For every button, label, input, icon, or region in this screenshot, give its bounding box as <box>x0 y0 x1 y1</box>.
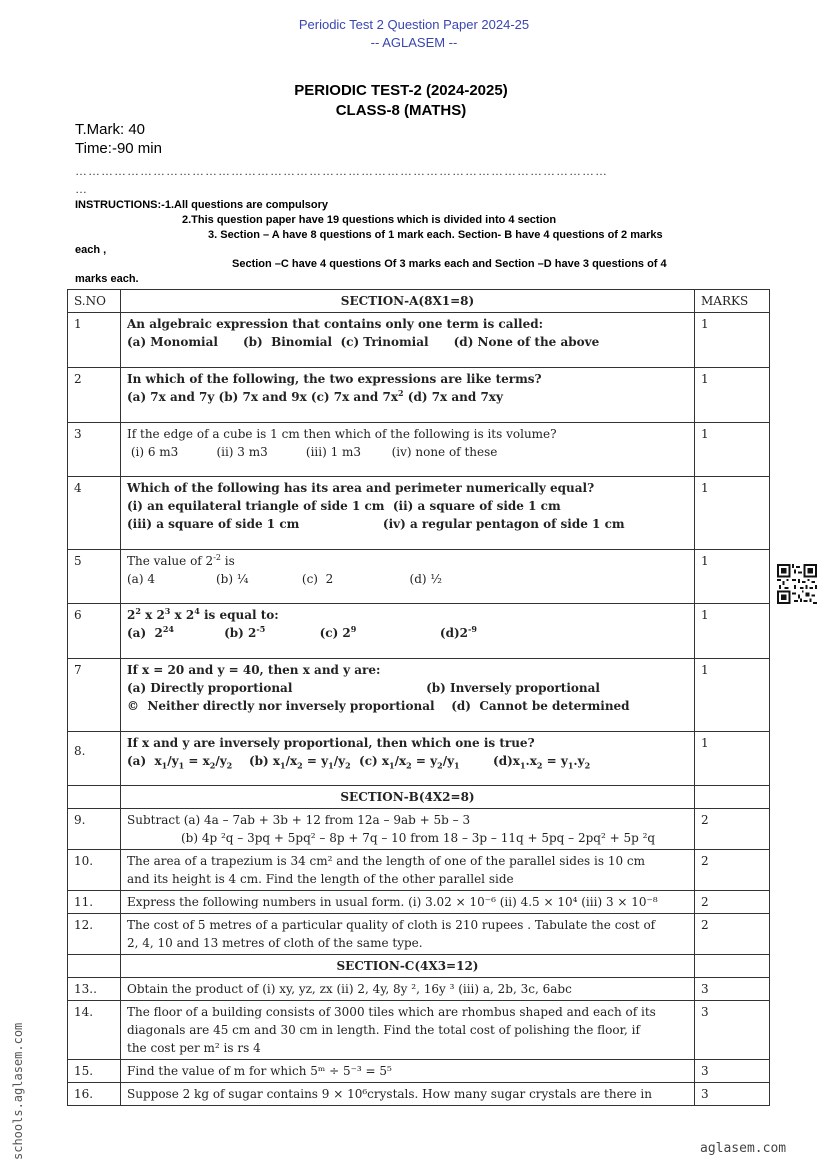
q-number: 14. <box>68 1001 121 1060</box>
q-marks: 1 <box>695 604 770 659</box>
section-c-heading: SECTION-C(4X3=12) <box>121 955 695 978</box>
q-marks: 2 <box>695 809 770 850</box>
q-option-text: (c) 2 <box>265 626 351 640</box>
table-row <box>68 550 770 604</box>
q-options: © Neither directly nor inversely proportional (d) Cannot be determined <box>127 699 630 713</box>
q-number: 6 <box>68 604 121 659</box>
footer-watermark: aglasem.com <box>700 1141 787 1156</box>
table-row <box>68 914 770 955</box>
header-title: Periodic Test 2 Question Paper 2024-25 <box>298 17 530 32</box>
q-text <box>121 809 695 850</box>
q-exponent: 3 <box>164 606 171 616</box>
q-number: 3 <box>68 423 121 477</box>
instruction-2: 2.This question paper have 19 questions which is divided into 4 section <box>182 214 557 226</box>
q-marks: 1 <box>695 550 770 604</box>
q-options: (i) 6 m3 (ii) 3 m3 (iii) 1 m3 (iv) none of these <box>127 445 498 459</box>
header-marks: MARKS <box>695 290 770 313</box>
q-options: (a) Monomial (b) Binomial (c) Trinomial (d) None of the above <box>127 335 600 349</box>
q-exponent: -5 <box>256 624 266 634</box>
instruction-3-cont: each , <box>75 244 107 256</box>
q-options: (iii) a square of side 1 cm (iv) a regular pentagon of side 1 cm <box>127 517 625 531</box>
q-marks: 3 <box>695 1001 770 1060</box>
q-text <box>121 914 695 955</box>
q-number: 2 <box>68 368 121 423</box>
q-base: x 2 <box>170 608 195 622</box>
q-line-text: is equal to: <box>199 608 279 622</box>
table-row <box>68 1060 770 1083</box>
q-marks: 1 <box>695 732 770 786</box>
header-brand: -- AGLASEM -- <box>370 35 458 50</box>
section-row <box>68 786 770 809</box>
q-line: Subtract (a) 4a – 7ab + 3b + 12 from 12a – 9ab + 5b – 3 <box>127 813 471 827</box>
q-base: 2 <box>127 608 136 622</box>
paper-title: PERIODIC TEST-2 (2024-2025) <box>294 82 508 99</box>
q-line: An algebraic expression that contains only one term is called: <box>127 317 544 331</box>
q-exponent: -2 <box>213 553 221 562</box>
dotted-separator: …………………………………………………………………………………………………………… <box>75 164 608 178</box>
q-number: 16. <box>68 1083 121 1106</box>
q-text <box>121 313 695 368</box>
q-line: Suppose 2 kg of sugar contains 9 × 10⁶crystals. How many sugar crystals are there in <box>127 1087 652 1101</box>
table-row <box>68 1083 770 1106</box>
side-watermark: schools.aglasem.com <box>11 1022 25 1160</box>
q-line: The floor of a building consists of 3000 tiles which are rhombus shaped and each of its <box>127 1005 656 1019</box>
empty-cell <box>695 955 770 978</box>
q-line: The area of a trapezium is 34 cm² and the length of one of the parallel sides is 10 cm <box>127 854 646 868</box>
q-marks: 2 <box>695 850 770 891</box>
q-number <box>68 732 121 786</box>
qr-code-icon <box>777 564 817 604</box>
instruction-1: INSTRUCTIONS:-1.All questions are compulsory <box>75 199 329 211</box>
q-marks: 3 <box>695 1060 770 1083</box>
q-line: Express the following numbers in usual form. (i) 3.02 × 10⁻⁶ (ii) 4.5 × 10⁴ (iii) 3 × 10⁻⁸ <box>127 895 658 909</box>
q-number: 7 <box>68 659 121 732</box>
q-line: If x = 20 and y = 40, then x and y are: <box>127 663 381 677</box>
table-row <box>68 1001 770 1060</box>
q-text <box>121 1001 695 1060</box>
q-line-text: The value of 2 <box>127 554 214 568</box>
q-number: 5 <box>68 550 121 604</box>
table-row <box>68 368 770 423</box>
q-marks: 3 <box>695 978 770 1001</box>
table-row <box>68 809 770 850</box>
q-exponent: 9 <box>350 624 357 634</box>
q-number: 10. <box>68 850 121 891</box>
table-row <box>68 423 770 477</box>
q-text <box>121 423 695 477</box>
q-options: (a) $x_1/y_1 = x_2/y_2$ (b) $x_1/x_2 = y_1/y_2$ (c) $x_1/x_2 = y_2/y_1$ $(d)x_1.x_2 = y_1.y_2$ <box>127 754 591 771</box>
q-marks: 1 <box>695 423 770 477</box>
q-number: 9. <box>68 809 121 850</box>
q-options <box>127 388 688 406</box>
q-line: In which of the following, the two expressions are like terms? <box>127 372 542 386</box>
instruction-3: 3. Section – A have 8 questions of 1 mark each. Section- B have 4 questions of 2 marks <box>208 229 663 241</box>
q-line: (b) 4p ²q – 3pq + 5pq² – 8p + 7q – 10 from 18 – 3p – 11q + 5pq – 2pq² + 5p ²q <box>181 831 656 845</box>
q-text <box>121 604 695 659</box>
empty-cell <box>68 955 121 978</box>
q-line <box>127 606 688 624</box>
q-number: 12. <box>68 914 121 955</box>
q-marks: 2 <box>695 891 770 914</box>
q-option-text: (b) 2 <box>173 626 257 640</box>
q-line: Which of the following has its area and perimeter numerically equal? <box>127 481 595 495</box>
q-line: Obtain the product of (i) xy, yz, zx (ii) 2, 4y, 8y ², 16y ³ (iii) a, 2b, 3c, 6abc <box>127 982 572 996</box>
table-header-row <box>68 290 770 313</box>
q-options: (a) Directly proportional (b) Inversely proportional <box>127 681 600 695</box>
q-text <box>121 850 695 891</box>
q-option-text: (a) 2 <box>127 626 163 640</box>
q-exponent: -9 <box>468 624 477 634</box>
table-row <box>68 659 770 732</box>
q-number: 11. <box>68 891 121 914</box>
table-row <box>68 313 770 368</box>
q-options <box>127 624 688 642</box>
q-options: (i) an equilateral triangle of side 1 cm (ii) a square of side 1 cm <box>127 499 561 513</box>
table-row <box>68 978 770 1001</box>
q-line: diagonals are 45 cm and 30 cm in length. Find the total cost of polishing the floor, if <box>127 1023 640 1037</box>
empty-cell <box>695 786 770 809</box>
q-option-text: (d) 7x and 7xy <box>403 390 503 404</box>
q-base: x 2 <box>140 608 165 622</box>
q-text <box>121 1083 695 1106</box>
q-text <box>121 659 695 732</box>
q-line: If the edge of a cube is 1 cm then which of the following is its volume? <box>127 427 557 441</box>
instruction-4-cont: marks each. <box>75 273 139 285</box>
q-option-text: (d)2 <box>356 626 469 640</box>
q-number-text: 8. <box>74 744 86 758</box>
q-text <box>121 978 695 1001</box>
q-text <box>121 477 695 550</box>
q-line: Find the value of m for which 5ᵐ ÷ 5⁻³ = 5⁵ <box>127 1064 392 1078</box>
q-marks: 2 <box>695 914 770 955</box>
table-row <box>68 850 770 891</box>
table-row <box>68 732 770 786</box>
q-marks: 1 <box>695 659 770 732</box>
q-number: 13.. <box>68 978 121 1001</box>
q-number: 15. <box>68 1060 121 1083</box>
q-exponent: 4 <box>194 606 200 616</box>
table-row <box>68 604 770 659</box>
dotted-separator-end: … <box>75 182 88 196</box>
q-number: 1 <box>68 313 121 368</box>
q-line <box>127 552 688 570</box>
q-number: 4 <box>68 477 121 550</box>
q-options: (a) 4 (b) ¼ (c) 2 (d) ½ <box>127 572 443 586</box>
q-line: and its height is 4 cm. Find the length of the other parallel side <box>127 872 514 886</box>
q-marks: 1 <box>695 368 770 423</box>
q-text <box>121 368 695 423</box>
q-line-text: is <box>220 554 235 568</box>
instruction-4: Section –C have 4 questions Of 3 marks each and Section –D have 3 questions of 4 <box>232 258 667 270</box>
q-exponent: 2 <box>135 606 141 616</box>
q-text <box>121 550 695 604</box>
q-text <box>121 891 695 914</box>
q-marks: 3 <box>695 1083 770 1106</box>
q-exponent: 24 <box>162 624 174 634</box>
q-exponent: 2 <box>398 388 404 398</box>
q-line: the cost per m² is rs 4 <box>127 1041 261 1055</box>
total-marks: T.Mark: 40 <box>75 121 146 138</box>
q-marks: 1 <box>695 477 770 550</box>
section-b-heading: SECTION-B(4X2=8) <box>121 786 695 809</box>
table-row <box>68 477 770 550</box>
section-a-heading: SECTION-A(8X1=8) <box>121 290 695 313</box>
q-line: The cost of 5 metres of a particular quality of cloth is 210 rupees . Tabulate the cost of <box>127 918 656 932</box>
q-line: If x and y are inversely proportional, then which one is true? <box>127 736 535 750</box>
empty-cell <box>68 786 121 809</box>
question-table <box>67 289 770 1106</box>
q-text <box>121 1060 695 1083</box>
q-text <box>121 732 695 786</box>
time-allowed: Time:-90 min <box>75 140 162 157</box>
paper-class: CLASS-8 (MATHS) <box>335 102 467 119</box>
header-sno: S.NO <box>68 290 121 313</box>
table-row <box>68 891 770 914</box>
q-option-text: (a) 7x and 7y (b) 7x and 9x (c) 7x and 7x <box>127 390 399 404</box>
q-line: 2, 4, 10 and 13 metres of cloth of the same type. <box>127 936 423 950</box>
q-marks: 1 <box>695 313 770 368</box>
section-row <box>68 955 770 978</box>
